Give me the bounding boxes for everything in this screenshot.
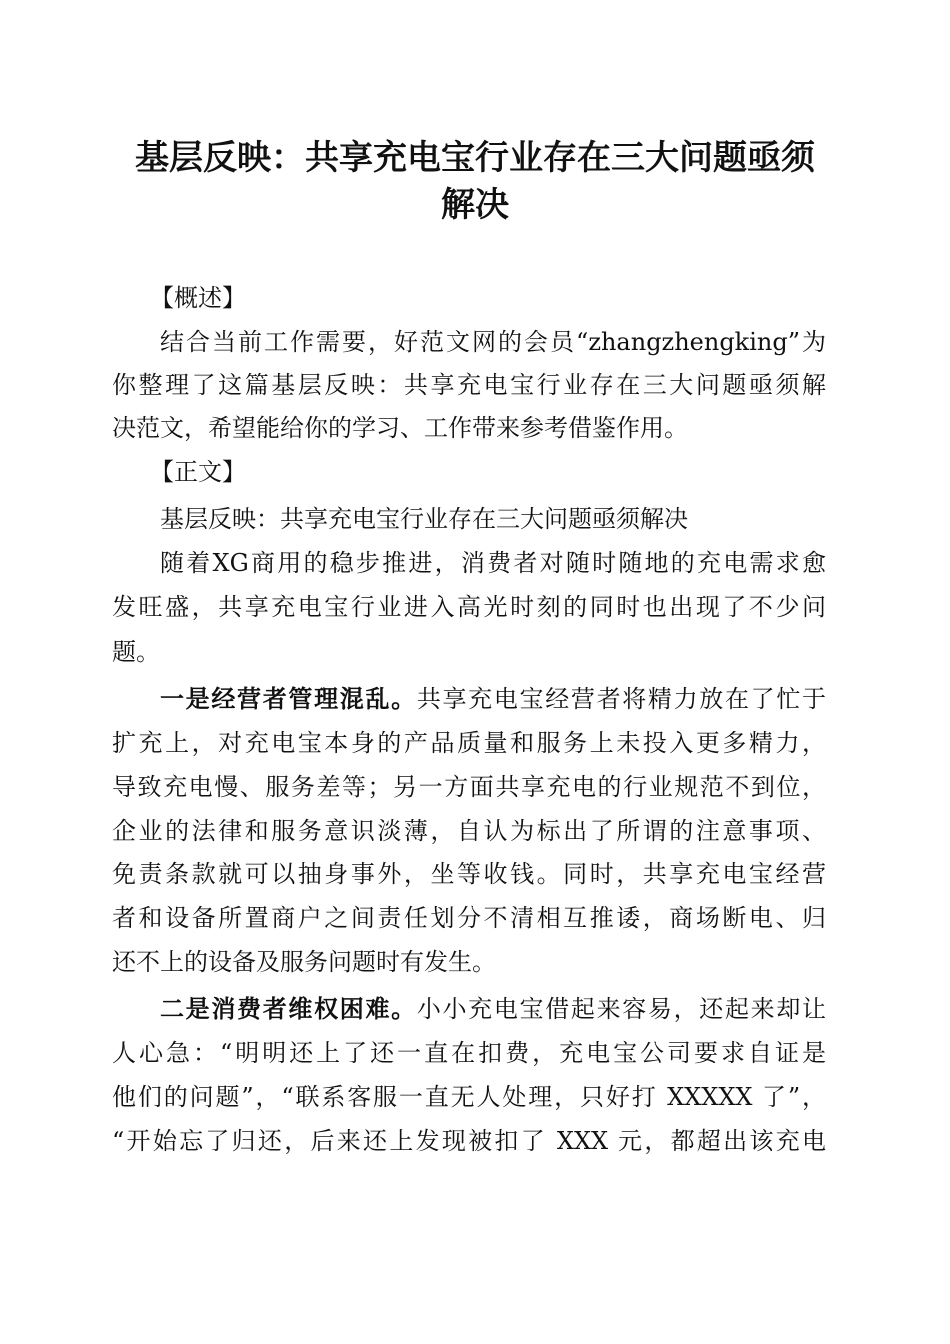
overview-line: 决范文，希望能给你的学习、工作带来参考借鉴作用。: [112, 414, 688, 442]
body-heading: 【正文】: [150, 458, 246, 486]
paragraph-lead: 一是经营者管理混乱。: [160, 684, 417, 713]
paragraph-text: 共享充电宝经营者将精力放在了忙于: [416, 685, 827, 713]
paragraph-line: “开始忘了归还，后来还上发现被扣了 XXX 元，都超出该充电: [112, 1127, 826, 1155]
paragraph-line: 人心急：“明明还上了还一直在扣费，充电宝公司要求自证是: [112, 1039, 826, 1067]
overview-line: 结合当前工作需要，好范文网的会员“zhangzhengking”为: [160, 328, 826, 356]
paragraph-line: 企业的法律和服务意识淡薄，自认为标出了所谓的注意事项、: [112, 817, 826, 845]
paragraph-line: 扩充上，对充电宝本身的产品质量和服务上未投入更多精力，: [112, 729, 826, 757]
paragraph-line: 导致充电慢、服务差等；另一方面共享充电的行业规范不到位，: [112, 773, 826, 801]
body-subtitle: 基层反映：共享充电宝行业存在三大问题亟须解决: [160, 505, 688, 533]
paragraph-line: 免责条款就可以抽身事外，坐等收钱。同时，共享充电宝经营: [112, 860, 826, 888]
paragraph-lead: 二是消费者维权困难。: [160, 994, 417, 1023]
document-title-line-2: 解决: [441, 185, 509, 225]
paragraph-line: [160, 994, 826, 1024]
paragraph-line: 题。: [112, 638, 160, 666]
overview-heading: 【概述】: [150, 284, 246, 312]
paragraph-line: [160, 684, 826, 714]
overview-line: 你整理了这篇基层反映：共享充电宝行业存在三大问题亟须解: [112, 371, 826, 399]
paragraph-line: 他们的问题”，“联系客服一直无人处理，只好打 XXXXX 了”，: [112, 1083, 826, 1111]
paragraph-line: 发旺盛，共享充电宝行业进入高光时刻的同时也出现了不少问: [112, 593, 826, 621]
paragraph-line: 者和设备所置商户之间责任划分不清相互推诿，商场断电、归: [112, 904, 826, 932]
paragraph-line: 随着XG商用的稳步推进，消费者对随时随地的充电需求愈: [160, 549, 826, 577]
paragraph-text: 小小充电宝借起来容易，还起来却让: [416, 995, 827, 1023]
document-title-line-1: 基层反映：共享充电宝行业存在三大问题亟须: [135, 138, 815, 178]
paragraph-line: 还不上的设备及服务问题时有发生。: [112, 948, 496, 976]
